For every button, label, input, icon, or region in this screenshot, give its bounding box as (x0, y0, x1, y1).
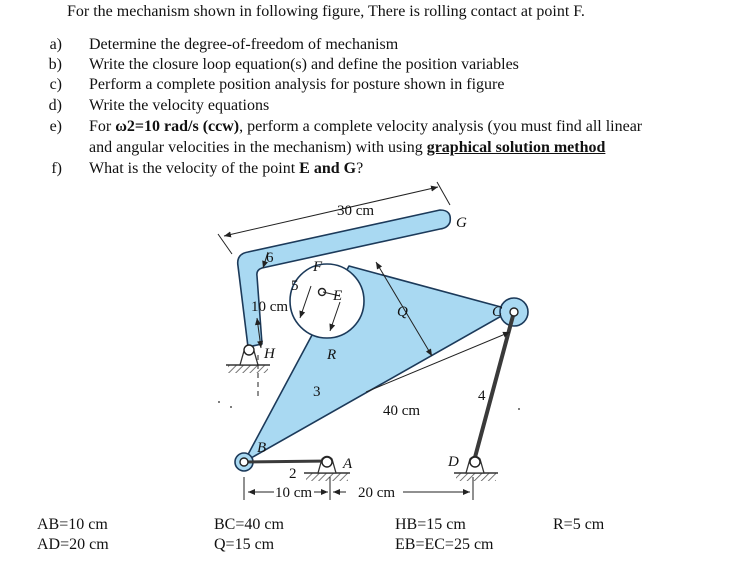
label-c: C (492, 304, 503, 320)
label-5: 5 (291, 278, 299, 294)
label-f: F (313, 259, 323, 275)
question-tag: b) (48, 56, 62, 73)
question-text: Write the closure loop equation(s) and define the position variables (89, 56, 519, 73)
question-text: What is the velocity of the point E and G? (89, 160, 364, 177)
disk-5 (290, 264, 364, 338)
label-r: R (327, 347, 337, 363)
given-q: Q=15 cm (214, 536, 275, 553)
dim-40cm: 40 cm (383, 403, 421, 419)
label-2: 2 (289, 466, 297, 482)
question-tag: c) (49, 76, 62, 93)
label-b: B (257, 440, 267, 456)
given-ab: AB=10 cm (37, 516, 108, 533)
question-tag: e) (49, 118, 62, 135)
label-6: 6 (266, 250, 274, 266)
given-r: R=5 cm (553, 516, 605, 533)
question-tag: f) (51, 160, 62, 177)
link-2 (244, 461, 330, 462)
question-text: Determine the degree-of-freedom of mechanism (89, 36, 399, 53)
given-col-3 (395, 515, 493, 555)
given-col-1 (37, 515, 109, 555)
given-eb-ec: EB=EC=25 cm (395, 536, 494, 553)
label-3: 3 (313, 384, 321, 400)
label-d: D (448, 454, 459, 470)
label-4: 4 (478, 388, 486, 404)
question-tag: a) (49, 36, 62, 53)
given-col-4 (553, 515, 604, 535)
given-hb: HB=15 cm (395, 516, 466, 533)
link-3-triangle (244, 266, 512, 462)
problem-intro: For the mechanism shown in following figure, There is rolling contact at point F. (67, 3, 585, 20)
question-tag: d) (48, 97, 62, 114)
given-col-2 (214, 515, 284, 555)
link-4 (474, 312, 514, 461)
label-g: G (456, 215, 467, 231)
label-q: Q (397, 304, 408, 320)
given-ad: AD=20 cm (37, 536, 109, 553)
omega-value: ω2=10 rad/s (ccw) (115, 118, 240, 135)
dim-20cm-bottom: 20 cm (358, 485, 396, 501)
question-text: Write the velocity equations (89, 97, 270, 114)
given-bc: BC=40 cm (214, 516, 284, 533)
question-text: For ω2=10 rad/s (ccw), perform a complete velocity analysis (you must find all linear (89, 118, 643, 135)
label-h: H (264, 346, 275, 362)
dim-30cm: 30 cm (337, 203, 375, 219)
label-a: A (343, 456, 353, 472)
points-e-g: E and G (299, 160, 357, 177)
label-e: E (333, 288, 343, 304)
graphical-method-emphasis: graphical solution method (426, 139, 606, 156)
question-e-line2: and angular velocities in the mechanism) with using graphical solution method (89, 139, 606, 156)
question-text: Perform a complete position analysis for posture shown in figure (89, 76, 505, 93)
dim-10cm-left: 10 cm (251, 299, 289, 315)
dim-10cm-bottom: 10 cm (275, 485, 313, 501)
